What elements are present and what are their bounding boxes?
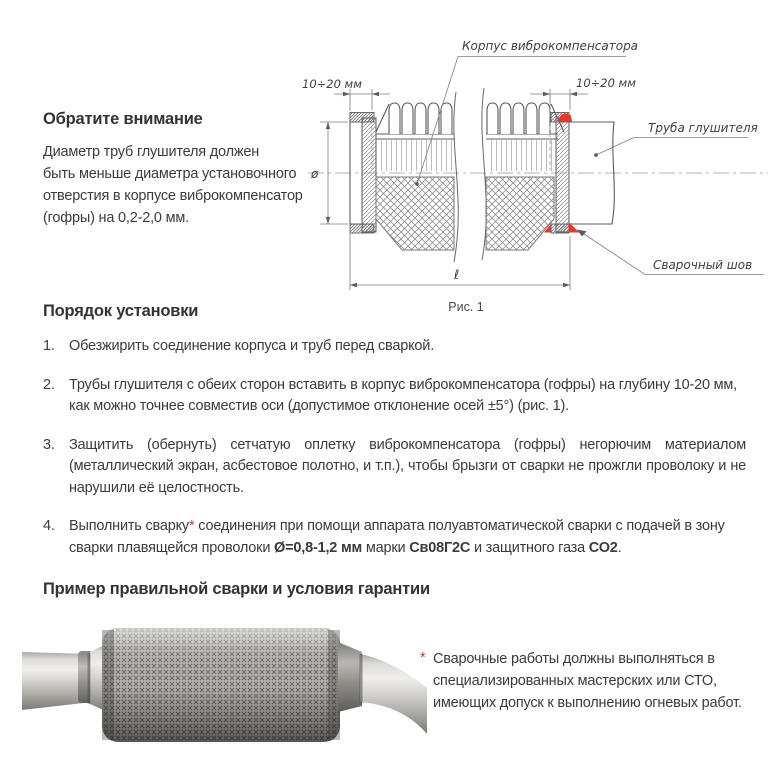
step-text-segment: соединения при помощи аппарата полуавтоматической сварки с подачей в зону сварки плавящейся проволоки	[69, 518, 725, 556]
wire-diameter-value: Ø=0,8-1,2 мм	[274, 539, 363, 556]
label-muffler-pipe	[594, 121, 758, 157]
break-line	[482, 88, 486, 260]
example-heading: Пример правильной сварки и условия гарантии	[43, 580, 430, 598]
attention-section	[43, 110, 328, 229]
installation-steps	[43, 336, 746, 576]
step-text: Защитить (обернуть) сетчатую оплетку виброкомпенсатора (гофры) негорючим материалом (металлический экран, асбестовое полотно, и т.п.), чтобы брызги от сварки не прожгли проволоку и не нарушили её целостность.	[69, 436, 746, 496]
clamp-ring	[350, 113, 374, 123]
break-line	[454, 92, 458, 262]
svg-text:Сварочный шов: Сварочный шов	[653, 258, 753, 272]
attention-line: Диаметр труб глушителя должен	[43, 144, 260, 160]
list-number: 2.	[43, 376, 55, 393]
svg-text:Корпус виброкомпенсатора: Корпус виброкомпенсатора	[462, 39, 639, 53]
svg-text:Труба глушителя: Труба глушителя	[648, 121, 758, 135]
step-text-segment: марки	[362, 539, 410, 556]
photo-mesh-crimp	[102, 630, 114, 740]
step-text	[69, 516, 746, 559]
clamp-ring	[350, 224, 374, 233]
braid-section	[486, 177, 554, 250]
list-item	[43, 336, 746, 358]
footnote-asterisk: *	[420, 650, 426, 666]
braid-section	[376, 177, 454, 250]
footnote-line: Сварочные работы должны выполняться в	[433, 651, 715, 667]
photo-right-adapter	[338, 642, 362, 712]
step-text-segment: .	[617, 539, 622, 556]
bellows-corrugations	[376, 103, 564, 171]
photo-mesh-shading	[102, 628, 340, 742]
attention-line: быть меньше диаметра установочного	[43, 166, 297, 182]
list-number: 4.	[43, 518, 55, 534]
clamp-ring	[551, 224, 569, 233]
list-number: 3.	[43, 436, 55, 453]
list-item	[43, 435, 746, 500]
left-collar	[362, 118, 376, 232]
step-text: Обезжирить соединение корпуса и труб перед сваркой.	[69, 338, 435, 354]
footnote-line: специализированных мастерских или СТО,	[433, 673, 717, 689]
label-weld-seam	[577, 230, 764, 275]
attention-heading: Обратите внимание	[43, 110, 203, 128]
technical-diagram	[296, 22, 778, 307]
figure-caption: Рис. 1	[448, 300, 484, 314]
footnote	[420, 648, 760, 714]
list-number: 1.	[43, 338, 55, 354]
wire-grade-value: Св08Г2С	[409, 539, 471, 556]
photo-weld-example	[22, 612, 427, 762]
step-text-segment: Выполнить сварку	[69, 518, 189, 534]
shielding-gas-value: СО2	[588, 539, 618, 556]
installation-heading: Порядок установки	[43, 302, 199, 320]
footnote-asterisk: *	[188, 518, 195, 534]
svg-text:10÷20 мм: 10÷20 мм	[302, 77, 362, 91]
list-item	[43, 375, 746, 418]
footnote-line: имеющих допуск к выполнению огневых работ.	[433, 695, 742, 711]
dimension-left-insertion	[302, 77, 390, 111]
step-text-segment: и защитного газа	[470, 539, 589, 556]
attention-line: (гофры) на 0,2-2,0 мм.	[43, 210, 189, 226]
footnote-text	[420, 648, 760, 714]
svg-text:ø: ø	[311, 167, 319, 181]
attention-paragraph	[43, 141, 328, 229]
photo-right-pipe	[360, 654, 427, 734]
svg-text:ℓ: ℓ	[454, 268, 460, 283]
svg-text:10÷20 мм: 10÷20 мм	[576, 76, 636, 90]
step-text: Трубы глушителя с обеих сторон вставить в корпус виброкомпенсатора (гофры) на глубину 10-20 мм, как можно точнее совместив оси (допустимое отклонение осей ±5°) (рис. 1).	[69, 376, 738, 414]
right-collar	[556, 118, 569, 232]
list-item	[43, 516, 746, 559]
attention-line: отверстия в корпусе виброкомпенсатор	[43, 188, 303, 204]
